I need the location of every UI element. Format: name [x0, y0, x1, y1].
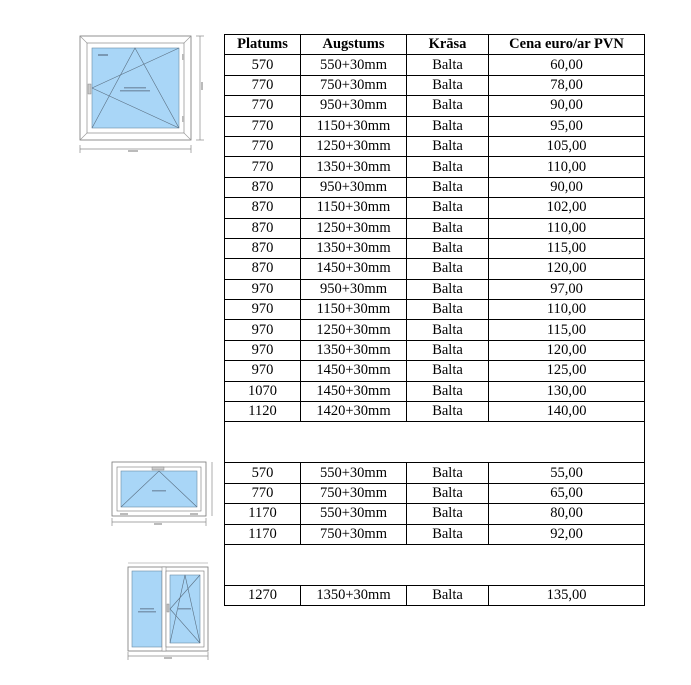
table-row	[225, 361, 645, 381]
color-cell: Balta	[407, 585, 489, 605]
table-row	[225, 300, 645, 320]
color-cell: Balta	[407, 75, 489, 95]
height-cell: 750+30mm	[301, 524, 407, 544]
width-cell: 970	[225, 340, 301, 360]
color-cell: Balta	[407, 198, 489, 218]
table-row	[225, 320, 645, 340]
color-cell: Balta	[407, 381, 489, 401]
width-cell: 970	[225, 320, 301, 340]
table-row	[225, 96, 645, 116]
width-cell: 870	[225, 238, 301, 258]
width-cell: 1170	[225, 504, 301, 524]
height-cell: 1150+30mm	[301, 300, 407, 320]
double-sash-window-icon	[122, 560, 216, 662]
height-cell: 1250+30mm	[301, 136, 407, 156]
color-cell: Balta	[407, 463, 489, 483]
table-row	[225, 75, 645, 95]
price-cell: 90,00	[489, 177, 645, 197]
width-cell: 770	[225, 75, 301, 95]
column-header-height: Augstums	[301, 35, 407, 55]
table-spacer-cell	[225, 422, 645, 463]
table-spacer-row	[225, 422, 645, 463]
width-cell: 870	[225, 177, 301, 197]
height-cell: 950+30mm	[301, 177, 407, 197]
price-cell: 125,00	[489, 361, 645, 381]
table-spacer-row	[225, 544, 645, 585]
width-cell: 870	[225, 198, 301, 218]
height-cell: 1350+30mm	[301, 585, 407, 605]
table-row	[225, 402, 645, 422]
color-cell: Balta	[407, 259, 489, 279]
table-row	[225, 177, 645, 197]
width-cell: 870	[225, 218, 301, 238]
price-cell: 78,00	[489, 75, 645, 95]
column-header-price: Cena euro/ar PVN	[489, 35, 645, 55]
width-cell: 1170	[225, 524, 301, 544]
height-cell: 1150+30mm	[301, 116, 407, 136]
table-row	[225, 136, 645, 156]
wide-bottom-hung-window-icon	[104, 456, 216, 528]
price-cell: 110,00	[489, 157, 645, 177]
height-cell: 1150+30mm	[301, 198, 407, 218]
color-cell: Balta	[407, 279, 489, 299]
width-cell: 1070	[225, 381, 301, 401]
price-cell: 120,00	[489, 259, 645, 279]
table-row	[225, 218, 645, 238]
price-cell: 115,00	[489, 238, 645, 258]
width-cell: 970	[225, 279, 301, 299]
width-cell: 1120	[225, 402, 301, 422]
width-cell: 970	[225, 300, 301, 320]
width-cell: 970	[225, 361, 301, 381]
table-row	[225, 55, 645, 75]
color-cell: Balta	[407, 218, 489, 238]
table-row	[225, 463, 645, 483]
table-header-row	[225, 35, 645, 55]
height-cell: 1250+30mm	[301, 320, 407, 340]
height-cell: 550+30mm	[301, 55, 407, 75]
height-cell: 550+30mm	[301, 504, 407, 524]
color-cell: Balta	[407, 116, 489, 136]
price-cell: 90,00	[489, 96, 645, 116]
height-cell: 1450+30mm	[301, 259, 407, 279]
width-cell: 770	[225, 157, 301, 177]
width-cell: 570	[225, 463, 301, 483]
color-cell: Balta	[407, 96, 489, 116]
price-cell: 97,00	[489, 279, 645, 299]
color-cell: Balta	[407, 483, 489, 503]
color-cell: Balta	[407, 238, 489, 258]
column-header-color: Krāsa	[407, 35, 489, 55]
width-cell: 870	[225, 259, 301, 279]
height-cell: 1250+30mm	[301, 218, 407, 238]
price-table	[224, 34, 645, 606]
color-cell: Balta	[407, 361, 489, 381]
table-row	[225, 279, 645, 299]
price-cell: 130,00	[489, 381, 645, 401]
table-spacer-cell	[225, 544, 645, 585]
table-row	[225, 483, 645, 503]
table-row	[225, 198, 645, 218]
color-cell: Balta	[407, 300, 489, 320]
height-cell: 950+30mm	[301, 279, 407, 299]
price-cell: 115,00	[489, 320, 645, 340]
price-cell: 140,00	[489, 402, 645, 422]
height-cell: 1450+30mm	[301, 381, 407, 401]
price-cell: 102,00	[489, 198, 645, 218]
width-cell: 770	[225, 116, 301, 136]
height-cell: 1350+30mm	[301, 238, 407, 258]
color-cell: Balta	[407, 55, 489, 75]
height-cell: 750+30mm	[301, 75, 407, 95]
table-row	[225, 116, 645, 136]
height-cell: 1420+30mm	[301, 402, 407, 422]
color-cell: Balta	[407, 340, 489, 360]
table-body	[225, 55, 645, 606]
price-cell: 95,00	[489, 116, 645, 136]
height-cell: 750+30mm	[301, 483, 407, 503]
color-cell: Balta	[407, 177, 489, 197]
price-cell: 80,00	[489, 504, 645, 524]
price-cell: 110,00	[489, 300, 645, 320]
table-row	[225, 238, 645, 258]
price-cell: 55,00	[489, 463, 645, 483]
price-cell: 105,00	[489, 136, 645, 156]
color-cell: Balta	[407, 136, 489, 156]
table-row	[225, 524, 645, 544]
table-row	[225, 340, 645, 360]
height-cell: 550+30mm	[301, 463, 407, 483]
height-cell: 1350+30mm	[301, 157, 407, 177]
color-cell: Balta	[407, 524, 489, 544]
price-cell: 135,00	[489, 585, 645, 605]
table-row	[225, 157, 645, 177]
height-cell: 1350+30mm	[301, 340, 407, 360]
width-cell: 770	[225, 483, 301, 503]
height-cell: 950+30mm	[301, 96, 407, 116]
color-cell: Balta	[407, 320, 489, 340]
width-cell: 570	[225, 55, 301, 75]
price-cell: 65,00	[489, 483, 645, 503]
width-cell: 770	[225, 96, 301, 116]
single-tilt-turn-window-icon	[74, 32, 206, 156]
table-row	[225, 585, 645, 605]
price-cell: 92,00	[489, 524, 645, 544]
price-cell: 120,00	[489, 340, 645, 360]
price-cell: 110,00	[489, 218, 645, 238]
price-cell: 60,00	[489, 55, 645, 75]
height-cell: 1450+30mm	[301, 361, 407, 381]
table-row	[225, 259, 645, 279]
column-header-width: Platums	[225, 35, 301, 55]
color-cell: Balta	[407, 504, 489, 524]
table-row	[225, 381, 645, 401]
table-row	[225, 504, 645, 524]
color-cell: Balta	[407, 402, 489, 422]
color-cell: Balta	[407, 157, 489, 177]
width-cell: 1270	[225, 585, 301, 605]
width-cell: 770	[225, 136, 301, 156]
